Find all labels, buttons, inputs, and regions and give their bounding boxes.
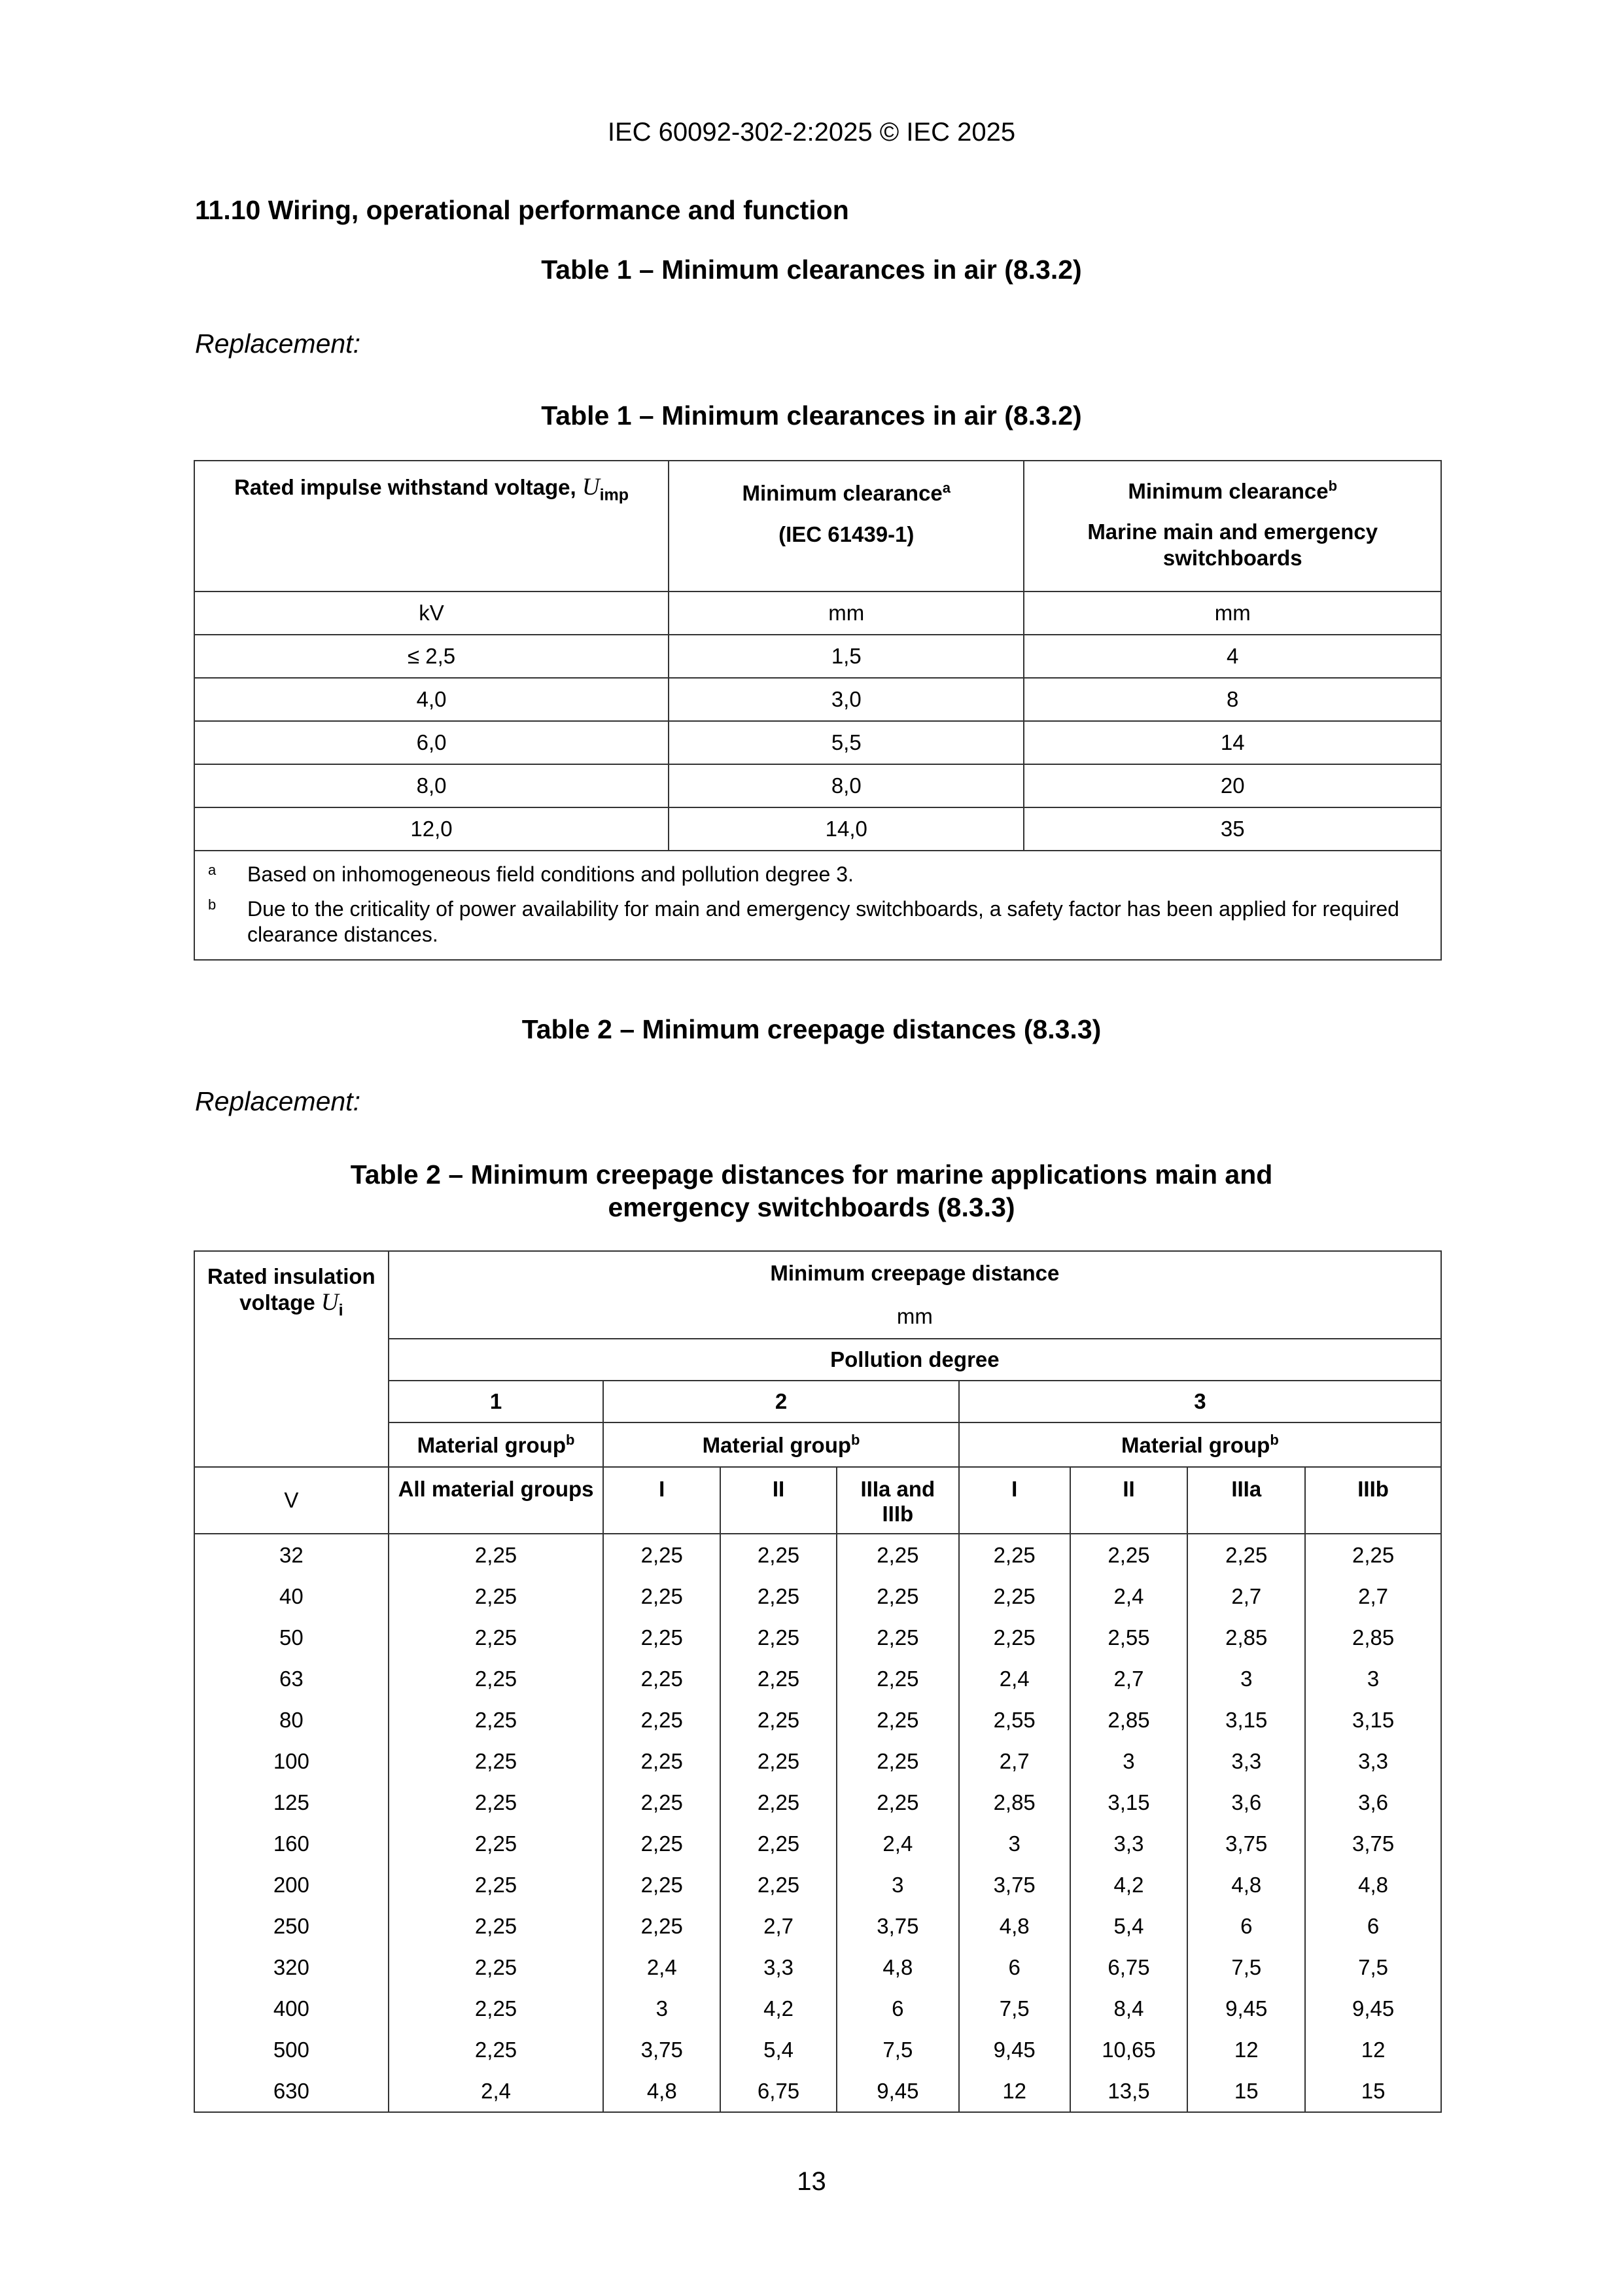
table1-original-title: Table 1 – Minimum clearances in air (8.3.2) [541, 255, 1082, 285]
table2-subgroup-row: V All material groups I II IIIa and IIIb I II IIIa IIIb [194, 1467, 1441, 1534]
page-number: 13 [797, 2167, 826, 2196]
unit-mm: mm [669, 592, 1024, 635]
creepage-table [194, 1250, 1442, 2113]
table-row: 63 2,25 2,25 2,25 2,25 2,4 2,7 3 3 [194, 1658, 1441, 1699]
header-min-creepage: Minimum creepage distance mm [389, 1251, 1441, 1339]
table2-title: Table 2 – Minimum creepage distances for marine applications main and emergency switchboards (8.3.3) [350, 1159, 1273, 1222]
footnote-a: a Based on inhomogeneous field conditions and pollution degree 3. [208, 862, 854, 886]
table1-footnotes [194, 851, 1441, 960]
table2-original-title: Table 2 – Minimum creepage distances (8.3.3) [521, 1014, 1102, 1044]
footnote-b: b Due to the criticality of power availability for main and emergency switchboards, a safety factor has been applied for required clearance distances. [208, 896, 1399, 946]
header-material-group: Material group$^b$ [389, 1422, 604, 1467]
table-row: 500 2,25 3,75 5,4 7,5 9,45 10,65 12 12 [194, 2029, 1441, 2070]
section-title: 11.10 Wiring, operational performance and function [195, 195, 849, 225]
table-row: 32 2,25 2,25 2,25 2,25 2,25 2,25 2,25 2,25 [194, 1534, 1441, 1576]
table-row: 4,0 3,0 8 [194, 678, 1441, 721]
header-min-clearance-iec: Minimum clearance$^a$ (IEC 61439-1) [669, 461, 1024, 592]
table-row: ≤ 2,5 1,5 4 [194, 635, 1441, 678]
table-row: 125 2,25 2,25 2,25 2,25 2,85 3,15 3,6 3,6 [194, 1782, 1441, 1823]
table2-body [194, 1534, 1441, 2112]
table-row: 50 2,25 2,25 2,25 2,25 2,25 2,55 2,85 2,85 [194, 1617, 1441, 1658]
header-rated-impulse: Rated impulse withstand voltage, $U_{imp}$ [194, 461, 669, 592]
table-row: 630 2,4 4,8 6,75 9,45 12 13,5 15 15 [194, 2070, 1441, 2112]
table1-units-row [194, 592, 1441, 635]
table1-replacement-label: Replacement: [195, 328, 360, 359]
table-row: 100 2,25 2,25 2,25 2,25 2,7 3 3,3 3,3 [194, 1740, 1441, 1782]
table-row: 80 2,25 2,25 2,25 2,25 2,55 2,85 3,15 3,15 [194, 1699, 1441, 1740]
table-row: 40 2,25 2,25 2,25 2,25 2,25 2,4 2,7 2,7 [194, 1576, 1441, 1617]
table-row: 6,0 5,5 14 [194, 721, 1441, 764]
table-row: 8,0 8,0 20 [194, 764, 1441, 807]
table-row: 320 2,25 2,4 3,3 4,8 6 6,75 7,5 7,5 [194, 1947, 1441, 1988]
table1-header-row [194, 461, 1441, 592]
header-min-clearance-marine: Minimum clearance$^b$ Marine main and emergency switchboards [1024, 461, 1441, 592]
table-row: 250 2,25 2,25 2,7 3,75 4,8 5,4 6 6 [194, 1905, 1441, 1947]
header-material-group: Material group$^b$ [959, 1422, 1441, 1467]
unit-mm: mm [1024, 592, 1441, 635]
clearances-table [194, 460, 1442, 961]
table-row: 200 2,25 2,25 2,25 3 3,75 4,2 4,8 4,8 [194, 1864, 1441, 1905]
table-row: 160 2,25 2,25 2,25 2,4 3 3,3 3,75 3,75 [194, 1823, 1441, 1864]
unit-kv: kV [194, 592, 669, 635]
table1-title: Table 1 – Minimum clearances in air (8.3.2) [541, 400, 1082, 431]
table-row: 12,0 14,0 35 [194, 807, 1441, 851]
table2-replacement-label: Replacement: [195, 1086, 360, 1116]
unit-v: V [194, 1467, 389, 1534]
header-degree-2: 2 [603, 1381, 958, 1422]
header-degree-3: 3 [959, 1381, 1441, 1422]
document-header: IEC 60092-302-2:2025 © IEC 2025 [607, 118, 1016, 147]
header-rated-insulation-voltage: Rated insulation voltage $U_i$ [194, 1251, 389, 1467]
header-degree-1: 1 [389, 1381, 604, 1422]
table-row: 400 2,25 3 4,2 6 7,5 8,4 9,45 9,45 [194, 1988, 1441, 2029]
header-material-group: Material group$^b$ [603, 1422, 958, 1467]
header-pollution-degree: Pollution degree [389, 1339, 1441, 1381]
